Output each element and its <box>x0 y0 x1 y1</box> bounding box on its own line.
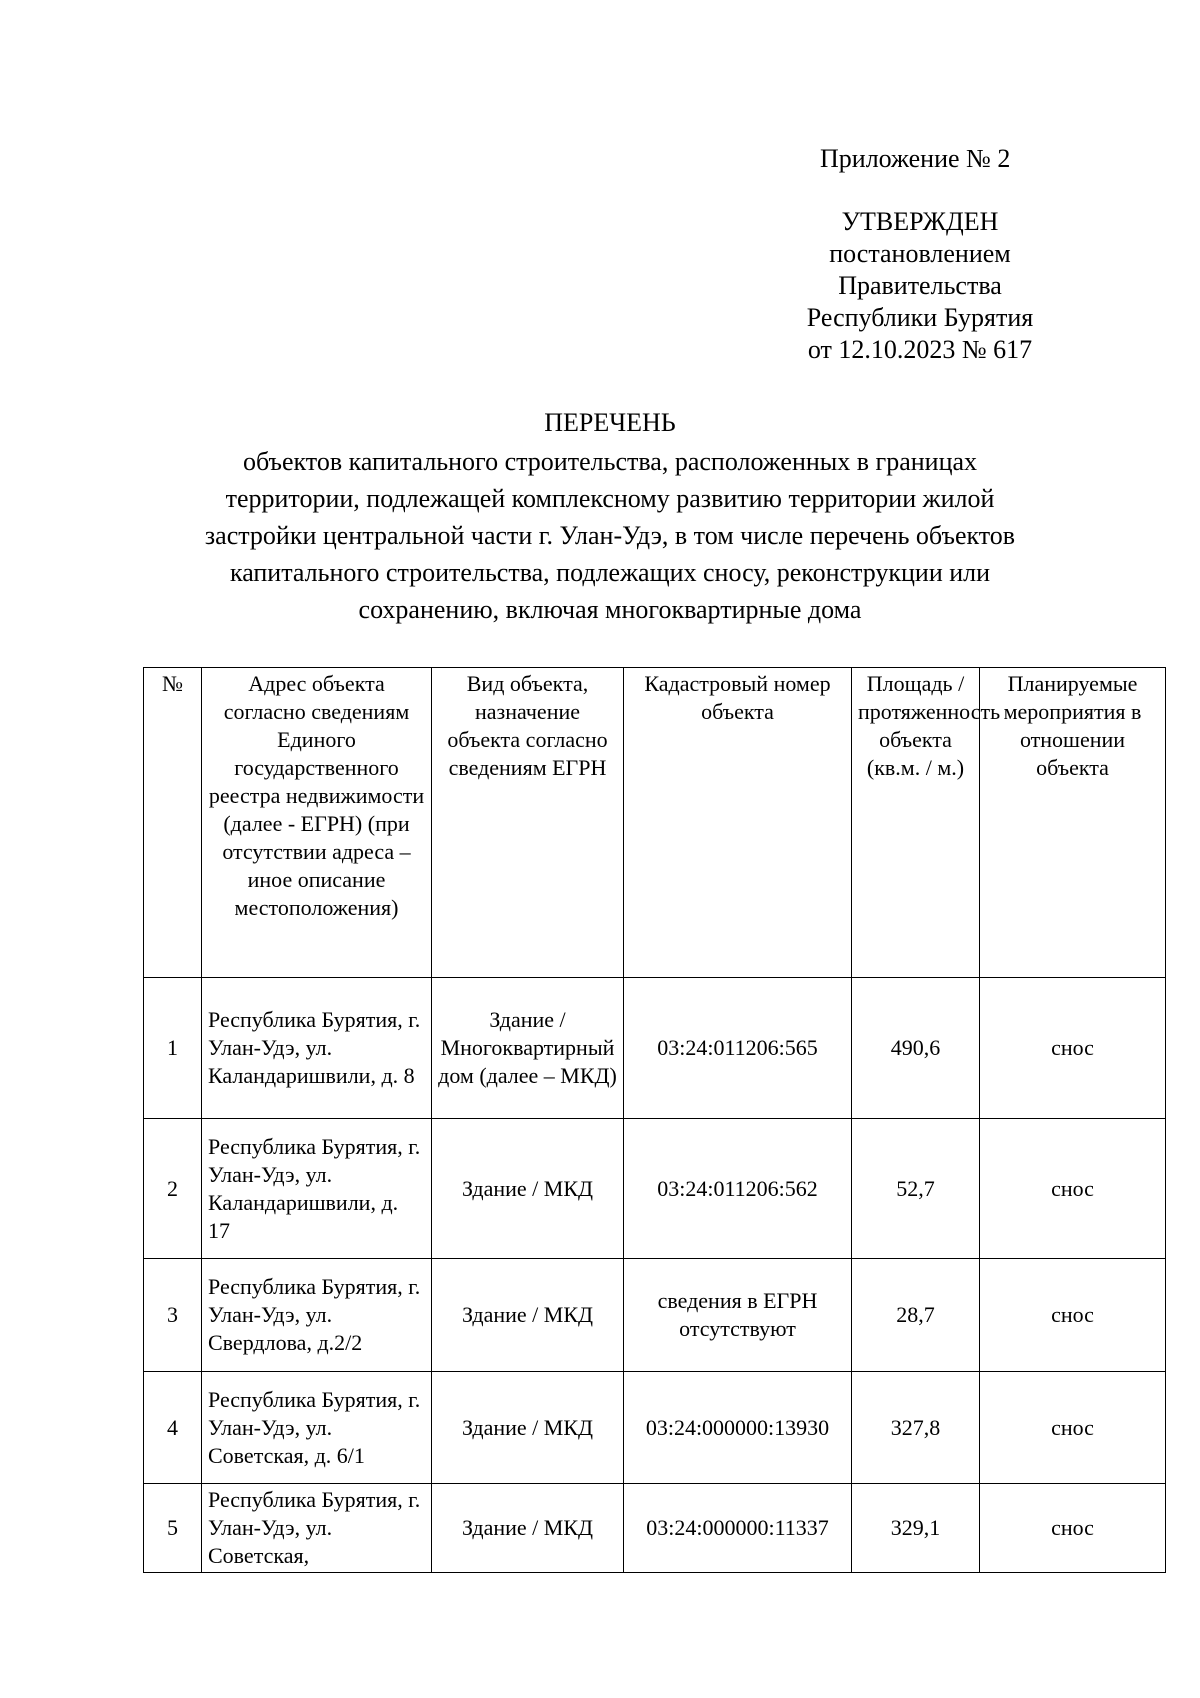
cell-address-text: Республика Бурятия, г. Улан-Удэ, ул. Советская, <box>208 1487 421 1568</box>
cell-cadastral: 03:24:000000:13930 <box>624 1372 852 1484</box>
cell-area: 329,1 <box>852 1484 980 1573</box>
table-row <box>144 1484 1166 1573</box>
cell-action: снос <box>980 1259 1166 1372</box>
approval-stamp <box>770 206 1070 366</box>
approval-line: постановлением <box>829 239 1011 268</box>
cell-number: 1 <box>144 978 202 1119</box>
column-header-action: Планируемые мероприятия в отношении объекта <box>980 668 1166 978</box>
cell-address <box>202 1484 432 1573</box>
column-header-address: Адрес объекта согласно сведениям Единого государственного реестра недвижимости (далее - ЕГРН) (при отсутствии адреса – иное описание местоположения) <box>202 668 432 978</box>
cell-number: 2 <box>144 1119 202 1259</box>
document-title <box>150 404 1070 628</box>
column-header-number: № <box>144 668 202 978</box>
subtitle-line: объектов капитального строительства, расположенных в границах <box>242 447 978 476</box>
subtitle-line: территории, подлежащей комплексному развитию территории жилой <box>225 484 995 513</box>
approval-line: Республики Бурятия <box>806 303 1034 332</box>
table-row <box>144 978 1166 1119</box>
cell-number: 4 <box>144 1372 202 1484</box>
column-header-cadastral: Кадастровый номер объекта <box>624 668 852 978</box>
cell-number: 3 <box>144 1259 202 1372</box>
subtitle-line: капитального строительства, подлежащих сносу, реконструкции или <box>229 558 991 587</box>
title-heading: ПЕРЕЧЕНЬ <box>544 408 676 437</box>
table-row <box>144 1259 1166 1372</box>
subtitle-line: застройки центральной части г. Улан-Удэ, в том числе перечень объектов <box>204 521 1016 550</box>
cell-area: 490,6 <box>852 978 980 1119</box>
table-row <box>144 1372 1166 1484</box>
cell-cadastral: 03:24:000000:11337 <box>624 1484 852 1573</box>
cell-address: Республика Бурятия, г. Улан-Удэ, ул. Советская, д. 6/1 <box>202 1372 432 1484</box>
column-header-area: Площадь / протяженность объекта (кв.м. / м.) <box>852 668 980 978</box>
cell-area: 327,8 <box>852 1372 980 1484</box>
column-header-type: Вид объекта, назначение объекта согласно сведениям ЕГРН <box>432 668 624 978</box>
cell-action: снос <box>980 1372 1166 1484</box>
subtitle-line: сохранению, включая многоквартирные дома <box>358 595 862 624</box>
approval-line: от 12.10.2023 № 617 <box>807 335 1033 364</box>
table-header-row <box>144 668 1166 978</box>
title-subtitle <box>150 443 1070 628</box>
cell-cadastral: 03:24:011206:562 <box>624 1119 852 1259</box>
cell-number: 5 <box>144 1484 202 1573</box>
cell-action: снос <box>980 1119 1166 1259</box>
cell-type: Здание / Многоквартирный дом (далее – МКД) <box>432 978 624 1119</box>
appendix-label: Приложение № 2 <box>820 144 1011 173</box>
cell-type: Здание / МКД <box>432 1372 624 1484</box>
cell-area: 28,7 <box>852 1259 980 1372</box>
cell-address: Республика Бурятия, г. Улан-Удэ, ул. Каландаришвили, д. 8 <box>202 978 432 1119</box>
cell-type: Здание / МКД <box>432 1119 624 1259</box>
approval-line: Правительства <box>838 271 1002 300</box>
table-row <box>144 1119 1166 1259</box>
cell-address: Республика Бурятия, г. Улан-Удэ, ул. Свердлова, д.2/2 <box>202 1259 432 1372</box>
objects-table <box>143 667 1166 1573</box>
cell-area: 52,7 <box>852 1119 980 1259</box>
cell-type: Здание / МКД <box>432 1484 624 1573</box>
cell-address: Республика Бурятия, г. Улан-Удэ, ул. Каландаришвили, д. 17 <box>202 1119 432 1259</box>
cell-action: снос <box>980 978 1166 1119</box>
cell-action: снос <box>980 1484 1166 1573</box>
cell-cadastral: сведения в ЕГРН отсутствуют <box>624 1259 852 1372</box>
cell-cadastral: 03:24:011206:565 <box>624 978 852 1119</box>
cell-type: Здание / МКД <box>432 1259 624 1372</box>
approval-line: УТВЕРЖДЕН <box>841 207 999 236</box>
